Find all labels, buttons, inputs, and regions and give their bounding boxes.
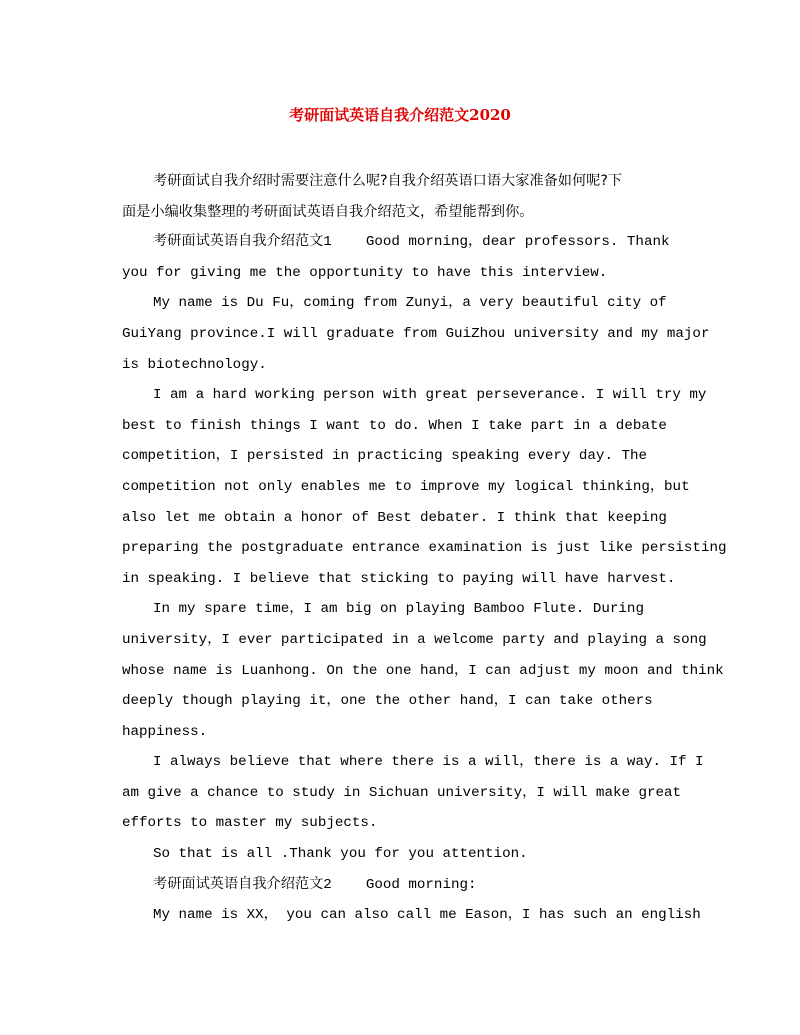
paragraph-hobbies: [122, 594, 724, 747]
text-line: I am a hard working person with great perseverance. I will try my: [153, 387, 707, 404]
text-line: My name is XX， you can also call me Eason，I has such an english: [153, 907, 701, 924]
text-line: best to finish things I want to do. When I take part in a debate: [122, 417, 667, 434]
text-line: 考研面试自我介绍时需要注意什么呢?自我介绍英语口语大家准备如何呢?下: [153, 173, 623, 189]
text-line: I always believe that where there is a will，there is a way. If I: [153, 754, 704, 771]
text-line: you for giving me the opportunity to have this interview.: [122, 264, 608, 281]
text-line: deeply though playing it，one the other hand，I can take others: [122, 693, 653, 710]
paragraph-intro: [122, 166, 687, 227]
text-line: GuiYang province.I will graduate from GuiZhou university and my major: [122, 325, 710, 342]
paragraph-belief: [122, 747, 704, 839]
text-line: 考研面试英语自我介绍范文2 Good morning:: [153, 876, 477, 893]
text-line: 考研面试英语自我介绍范文1 Good morning，dear professors. Thank: [153, 234, 670, 251]
text-line: whose name is Luanhong. On the one hand，I can adjust my moon and think: [122, 662, 724, 679]
text-line: So that is all .Thank you for you attention.: [153, 846, 528, 863]
document-body: [122, 166, 727, 931]
text-line: competition not only enables me to improve my logical thinking，but: [122, 478, 690, 495]
paragraph-sample-1-greeting: [122, 227, 687, 288]
paragraph-sample-2-greeting: [122, 870, 687, 901]
text-line: university，I ever participated in a welcome party and playing a song: [122, 631, 707, 648]
document-title: 考研面试英语自我介绍范文2020: [289, 106, 511, 124]
text-line: 面是小编收集整理的考研面试英语自我介绍范文，希望能帮到你。: [122, 203, 534, 220]
text-line: am give a chance to study in Sichuan university，I will make great: [122, 784, 682, 801]
paragraph-perseverance: [122, 380, 727, 594]
text-line: is biotechnology.: [122, 356, 267, 373]
text-line: also let me obtain a honor of Best debater. I think that keeping: [122, 509, 667, 526]
paragraph-sample-2-name: [122, 900, 701, 931]
text-line: efforts to master my subjects.: [122, 815, 378, 832]
paragraph-name-origin: [122, 288, 710, 380]
text-line: competition，I persisted in practicing speaking every day. The: [122, 448, 648, 465]
text-line: My name is Du Fu，coming from Zunyi，a very beautiful city of: [153, 295, 667, 312]
text-line: preparing the postgraduate entrance examination is just like persisting: [122, 540, 727, 557]
text-line: happiness.: [122, 723, 208, 740]
text-line: In my spare time，I am big on playing Bamboo Flute. During: [153, 601, 644, 618]
paragraph-closing: [122, 839, 687, 870]
text-line: in speaking. I believe that sticking to paying will have harvest.: [122, 570, 676, 587]
